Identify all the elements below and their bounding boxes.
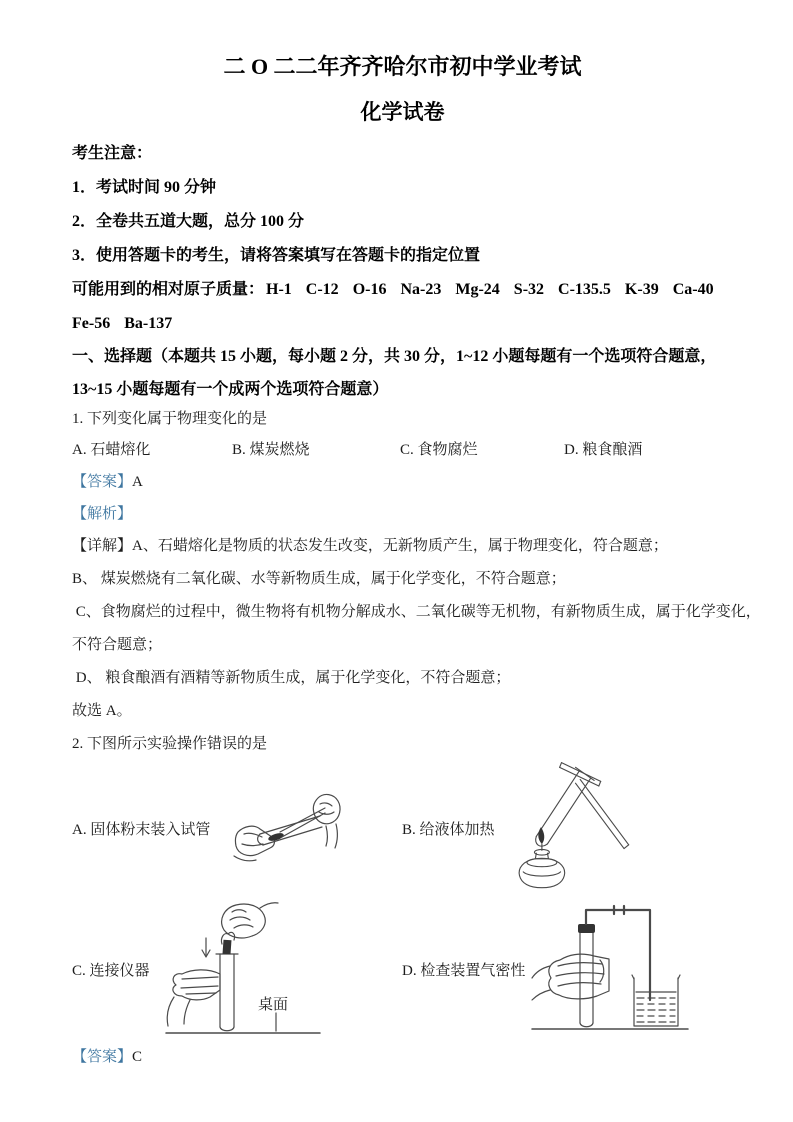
heat-liquid-figure [510, 758, 641, 898]
q1-detail-line-4: 不符合题意； [72, 637, 163, 653]
q2-option-d-label: D. 检查装置气密性 [402, 963, 526, 979]
section-1-heading-line-1: 一、选择题（本题共 15 小题，每小题 2 分，共 30 分，1~12 小题每题有一个选项符合题意， [72, 348, 717, 365]
q2-answer-value: C [132, 1049, 143, 1065]
pour-solid-into-tube-figure [230, 782, 342, 874]
vertical-test-tube [216, 954, 238, 1031]
q2-option-b-cell [402, 758, 641, 898]
atomic-masses-label: 可能用到的相对原子质量： [72, 281, 265, 298]
q1-detail-line-3: C、食物腐烂的过程中，微生物将有机物分解成水、二氧化碳等无机物，有新物质生成，属于化学变化， [72, 604, 761, 620]
desk-label: 桌面 [258, 996, 289, 1013]
check-airtightness-figure [530, 902, 690, 1037]
answer-label: 【答案】 [72, 1049, 133, 1065]
q1-detail-line-2: B、 煤炭燃烧有二氧化碳、水等新物质生成，属于化学变化，不符合题意； [72, 571, 566, 587]
mass-value: Ca-40 [672, 281, 714, 298]
question-1-stem: 1. 下列变化属于物理变化的是 [72, 411, 268, 427]
alcohol-lamp [519, 827, 565, 888]
glass-tube-and-upper-hand [221, 902, 278, 954]
q2-option-a-label: A. 固体粉末装入试管 [72, 821, 211, 838]
mass-value: C-135.5 [558, 281, 611, 298]
beaker-with-water [632, 975, 680, 1026]
mass-value: Fe-56 [72, 315, 111, 332]
connect-apparatus-figure [160, 900, 325, 1040]
question-2-stem: 2. 下图所示实验操作错误的是 [72, 736, 268, 752]
notice-item-2: 2．全卷共五道大题，总分 100 分 [72, 213, 305, 230]
hand-fist-sketch [532, 954, 609, 1000]
question-1-options [72, 440, 733, 461]
q1-answer-value: A [132, 474, 143, 490]
q1-analysis-line [72, 504, 733, 525]
q2-figure-row-1 [72, 758, 733, 898]
horizontal-test-tube [258, 808, 325, 845]
mass-value: Na-23 [400, 281, 442, 298]
q1-detail-line-1: 【详解】A、石蜡熔化是物质的状态发生改变，无新物质产生，属于物理变化，符合题意； [72, 538, 668, 554]
notice-item-3: 3．使用答题卡的考生，请将答案填写在答题卡的指定位置 [72, 247, 481, 264]
bent-delivery-tube [586, 906, 650, 1000]
downward-arrow [202, 938, 210, 957]
q1-option-d: D. 粮食酿酒 [564, 442, 643, 458]
q2-answer-line [72, 1047, 733, 1068]
right-hand-sketch [313, 794, 340, 848]
atomic-masses-line-2 [72, 314, 733, 334]
q1-answer-line [72, 472, 733, 493]
notice-item-1: 1．考试时间 90 分钟 [72, 179, 217, 196]
q2-option-c-label: C. 连接仪器 [72, 963, 150, 979]
q2-option-c-cell [72, 900, 402, 1040]
q2-figure-row-2 [72, 898, 733, 1041]
q1-detail-line-6: 故选 A。 [72, 703, 132, 719]
q1-option-c: C. 食物腐烂 [400, 442, 478, 458]
lower-hand-sketch [167, 969, 220, 1025]
mass-value: S-32 [513, 281, 545, 298]
page-subtitle: 化学试卷 [360, 100, 445, 124]
vertical-test-tube [578, 924, 595, 1027]
answer-label: 【答案】 [72, 474, 133, 490]
atomic-masses-line-1 [72, 280, 733, 300]
q1-option-a: A. 石蜡熔化 [72, 442, 151, 458]
mass-value: K-39 [624, 281, 659, 298]
mass-value: O-16 [352, 281, 387, 298]
mass-value: H-1 [266, 281, 292, 298]
q1-option-b: B. 煤炭燃烧 [232, 442, 310, 458]
mass-value: Ba-137 [124, 315, 173, 332]
section-1-heading [72, 347, 733, 400]
page-title: 二 O 二二年齐齐哈尔市初中学业考试 [223, 54, 582, 79]
section-1-heading-line-2: 13~15 小题每题有一个成两个选项符合题意） [72, 381, 389, 398]
q2-option-b-label: B. 给液体加热 [402, 821, 495, 838]
q1-detail-line-5: D、 粮食酿酒有酒精等新物质生成，属于化学变化，不符合题意； [72, 670, 511, 686]
q2-option-a-cell [72, 782, 402, 874]
q2-option-d-cell [402, 902, 690, 1037]
test-tube-holder [560, 763, 629, 849]
analysis-label: 【解析】 [72, 506, 133, 522]
mass-value: Mg-24 [455, 281, 500, 298]
mass-value: C-12 [305, 281, 339, 298]
notice-heading: 考生注意： [72, 145, 153, 162]
